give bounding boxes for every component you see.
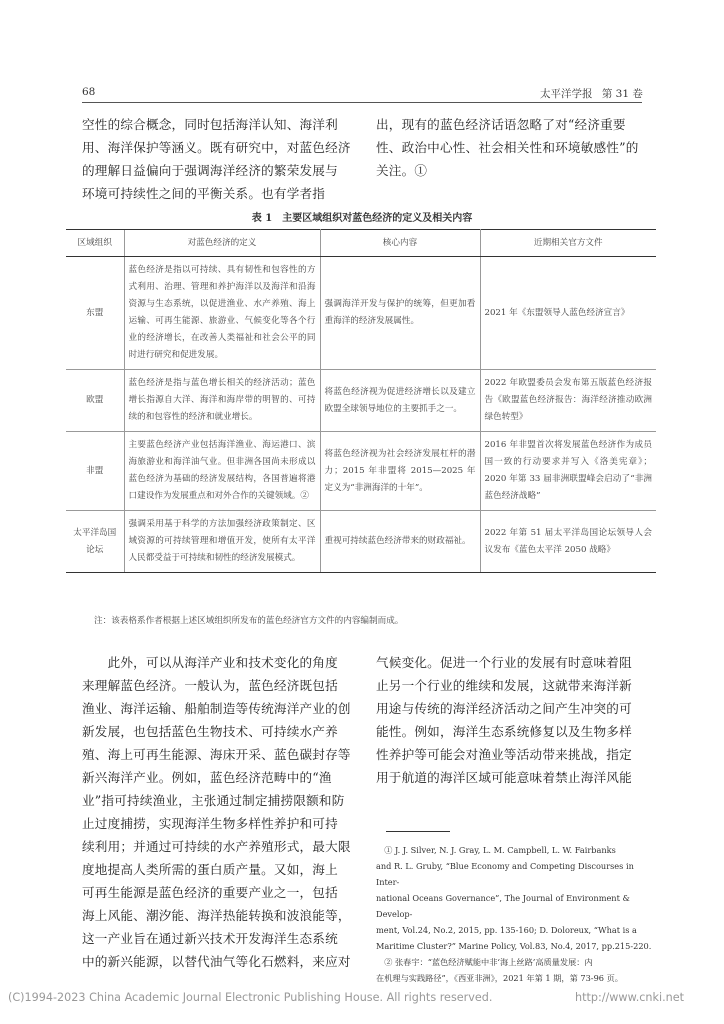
footnotes: [376, 842, 658, 986]
official-docs-cell: 2022 年欧盟委员会发布第五版蓝色经济报告《欧盟蓝色经济报告：海洋经济推动欧洲绿色转型》: [480, 370, 656, 432]
text-line: 出，现有的蓝色经济话语忽略了对“经济重要: [376, 117, 626, 132]
table-row: [66, 511, 656, 573]
regional-blue-economy-table: [66, 229, 656, 573]
text-line: 能性。例如，海洋生态系统修复以及生物多样: [376, 724, 632, 739]
footnote-line: and R. L. Gruby, “Blue Economy and Competing Discourses in Inter-: [376, 861, 634, 887]
table-title: 表 1 主要区域组织对蓝色经济的定义及相关内容: [251, 213, 473, 224]
text-line: 用途与传统的海洋经济活动之间产生冲突的可: [376, 701, 632, 716]
text-line: 渔业、海洋运输、船舶制造等传统海洋产业的创: [82, 701, 351, 716]
footnote-line: ① J. J. Silver, N. J. Gray, L. M. Campbell, L. W. Fairbanks: [376, 845, 616, 855]
footnote-line: ② 张春宇：“蓝色经济赋能中非‘海上丝路’高质量发展：内: [376, 957, 593, 967]
table-row: [66, 370, 656, 432]
column-header: 核心内容: [320, 230, 480, 257]
region-cell: 非盟: [66, 432, 124, 511]
official-docs-cell: 2021 年《东盟领导人蓝色经济宣言》: [480, 257, 656, 370]
core-content-cell: 将蓝色经济视为社会经济发展杠杆的潜力；2015 年非盟将 2015—2025 年定义为“非洲海洋的十年”。: [320, 432, 480, 511]
text-line: 空性的综合概念，同时包括海洋认知、海洋利: [82, 117, 338, 132]
page-number: 68: [82, 86, 96, 98]
text-line: 性养护等可能会对渔业等活动带来挑战，指定: [376, 747, 632, 762]
table-row: [66, 432, 656, 511]
bottom-right-column: [376, 651, 651, 789]
table-note: 注：该表格系作者根据上述区域组织所发布的蓝色经济官方文件的内容编制而成。: [94, 616, 404, 626]
text-line: 关注。①: [376, 163, 428, 178]
footnote-line: national Oceans Governance”, The Journal of Environment & Develop-: [376, 893, 630, 919]
top-right-column: [376, 113, 651, 182]
definition-cell: 蓝色经济是指以可持续、具有韧性和包容性的方式利用、治理、管理和养护海洋以及海洋和沿海资源与生态系统，以促进渔业、水产养殖、海上运输、可再生能源、旅游业、气候变化等各个行业的经济增长，在改善人类福祉和社会公平的同时进行研究和促进发展。: [124, 257, 320, 370]
text-line: 性、政治中心性、社会相关性和环境敏感性”的: [376, 140, 639, 155]
core-content-cell: 将蓝色经济视为促进经济增长以及建立欧盟全球领导地位的主要抓手之一。: [320, 370, 480, 432]
official-docs-cell: 2016 年非盟首次将发展蓝色经济作为成员国一致的行动要求并写入《洛美宪章》；2020 年第 33 届非洲联盟峰会启动了“非洲蓝色经济战略”: [480, 432, 656, 511]
text-line: 这一产业旨在通过新兴技术开发海洋生态系统: [82, 931, 338, 946]
table-header-row: [66, 230, 656, 257]
text-line: 续利用；并通过可持续的水产养殖形式，最大限: [82, 839, 351, 854]
journal-title: [540, 86, 643, 101]
column-header: 近期相关官方文件: [480, 230, 656, 257]
text-line: 新兴海洋产业。例如，蓝色经济范畴中的“渔: [82, 770, 332, 785]
definition-cell: 强调采用基于科学的方法加强经济政策制定、区域资源的可持续管理和增值开发，使所有太平洋人民都受益于可持续和韧性的经济发展模式。: [124, 511, 320, 573]
text-line: 业”指可持续渔业，主张通过制定捕捞限额和防: [82, 793, 345, 808]
official-docs-cell: 2022 年第 51 届太平洋岛国论坛领导人会议发布《蓝色太平洋 2050 战略》: [480, 511, 656, 573]
column-header: 区域组织: [66, 230, 124, 257]
text-line: 可再生能源是蓝色经济的重要产业之一，包括: [82, 885, 338, 900]
core-content-cell: 强调海洋开发与保护的统筹，但更加看重海洋的经济发展属性。: [320, 257, 480, 370]
text-line: 止过度捕捞，实现海洋生物多样性养护和可持: [82, 816, 338, 831]
table-row: [66, 257, 656, 370]
text-line: 新发展，也包括蓝色生物技术、可持续水产养: [82, 724, 338, 739]
footnote-line: Maritime Cluster?” Marine Policy, Vol.83, No.4, 2017, pp.215-220.: [376, 941, 652, 951]
text-line: 止另一个行业的维续和发展，这就带来海洋新: [376, 678, 632, 693]
text-line: 度地提高人类所需的蛋白质产量。又如，海上: [82, 862, 338, 877]
definition-cell: 主要蓝色经济产业包括海洋渔业、海运港口、滨海旅游业和海洋油气业。但非洲各国尚未形成以蓝色经济为基础的经济发展结构，各国普遍将港口建设作为发展重点和对外合作的关键领域。②: [124, 432, 320, 511]
top-left-column: [82, 113, 357, 205]
copyright-notice: (C)1994-2023 China Academic Journal Electronic Publishing House. All rights reserved.: [8, 991, 493, 1004]
region-cell: 欧盟: [66, 370, 124, 432]
text-line: 此外，可以从海洋产业和技术变化的角度: [82, 655, 338, 670]
region-cell: 东盟: [66, 257, 124, 370]
footnote-line: 在机理与实践路径”，《西亚非洲》，2021 年第 1 期，第 73-96 页。: [376, 973, 623, 983]
text-line: 用、海洋保护等涵义。既有研究中，对蓝色经济: [82, 140, 351, 155]
footnote-line: ment, Vol.24, No.2, 2015, pp. 135-160; D. Doloreux, “What is a: [376, 925, 637, 935]
bottom-left-column: [82, 651, 357, 973]
footnote-rule: [386, 831, 450, 832]
header-rule: [82, 102, 642, 103]
core-content-cell: 重视可持续蓝色经济带来的财政福祉。: [320, 511, 480, 573]
text-line: 来理解蓝色经济。一般认为，蓝色经济既包括: [82, 678, 338, 693]
column-header: 对蓝色经济的定义: [124, 230, 320, 257]
text-line: 中的新兴能源，以替代油气等化石燃料，来应对: [82, 954, 351, 969]
site-link[interactable]: http://www.cnki.net: [575, 991, 684, 1004]
text-line: 的理解日益偏向于强调海洋经济的繁荣发展与: [82, 163, 338, 178]
text-line: 殖、海上可再生能源、海床开采、蓝色碳封存等: [82, 747, 351, 762]
text-line: 海上风能、潮汐能、海洋热能转换和波浪能等，: [82, 908, 351, 923]
journal-volume: 第 31 卷: [601, 88, 643, 100]
text-line: 用于航道的海洋区域可能意味着禁止海洋风能: [376, 770, 632, 785]
journal-name: 太平洋学报: [540, 88, 593, 100]
definition-cell: 蓝色经济是指与蓝色增长相关的经济活动；蓝色增长指源自大洋、海洋和海岸带的明智的、可持续的和包容性的经济和就业增长。: [124, 370, 320, 432]
text-line: 环境可持续性之间的平衡关系。也有学者指: [82, 186, 326, 201]
region-cell: 太平洋岛国论坛: [66, 511, 124, 573]
text-line: 气候变化。促进一个行业的发展有时意味着阻: [376, 655, 632, 670]
